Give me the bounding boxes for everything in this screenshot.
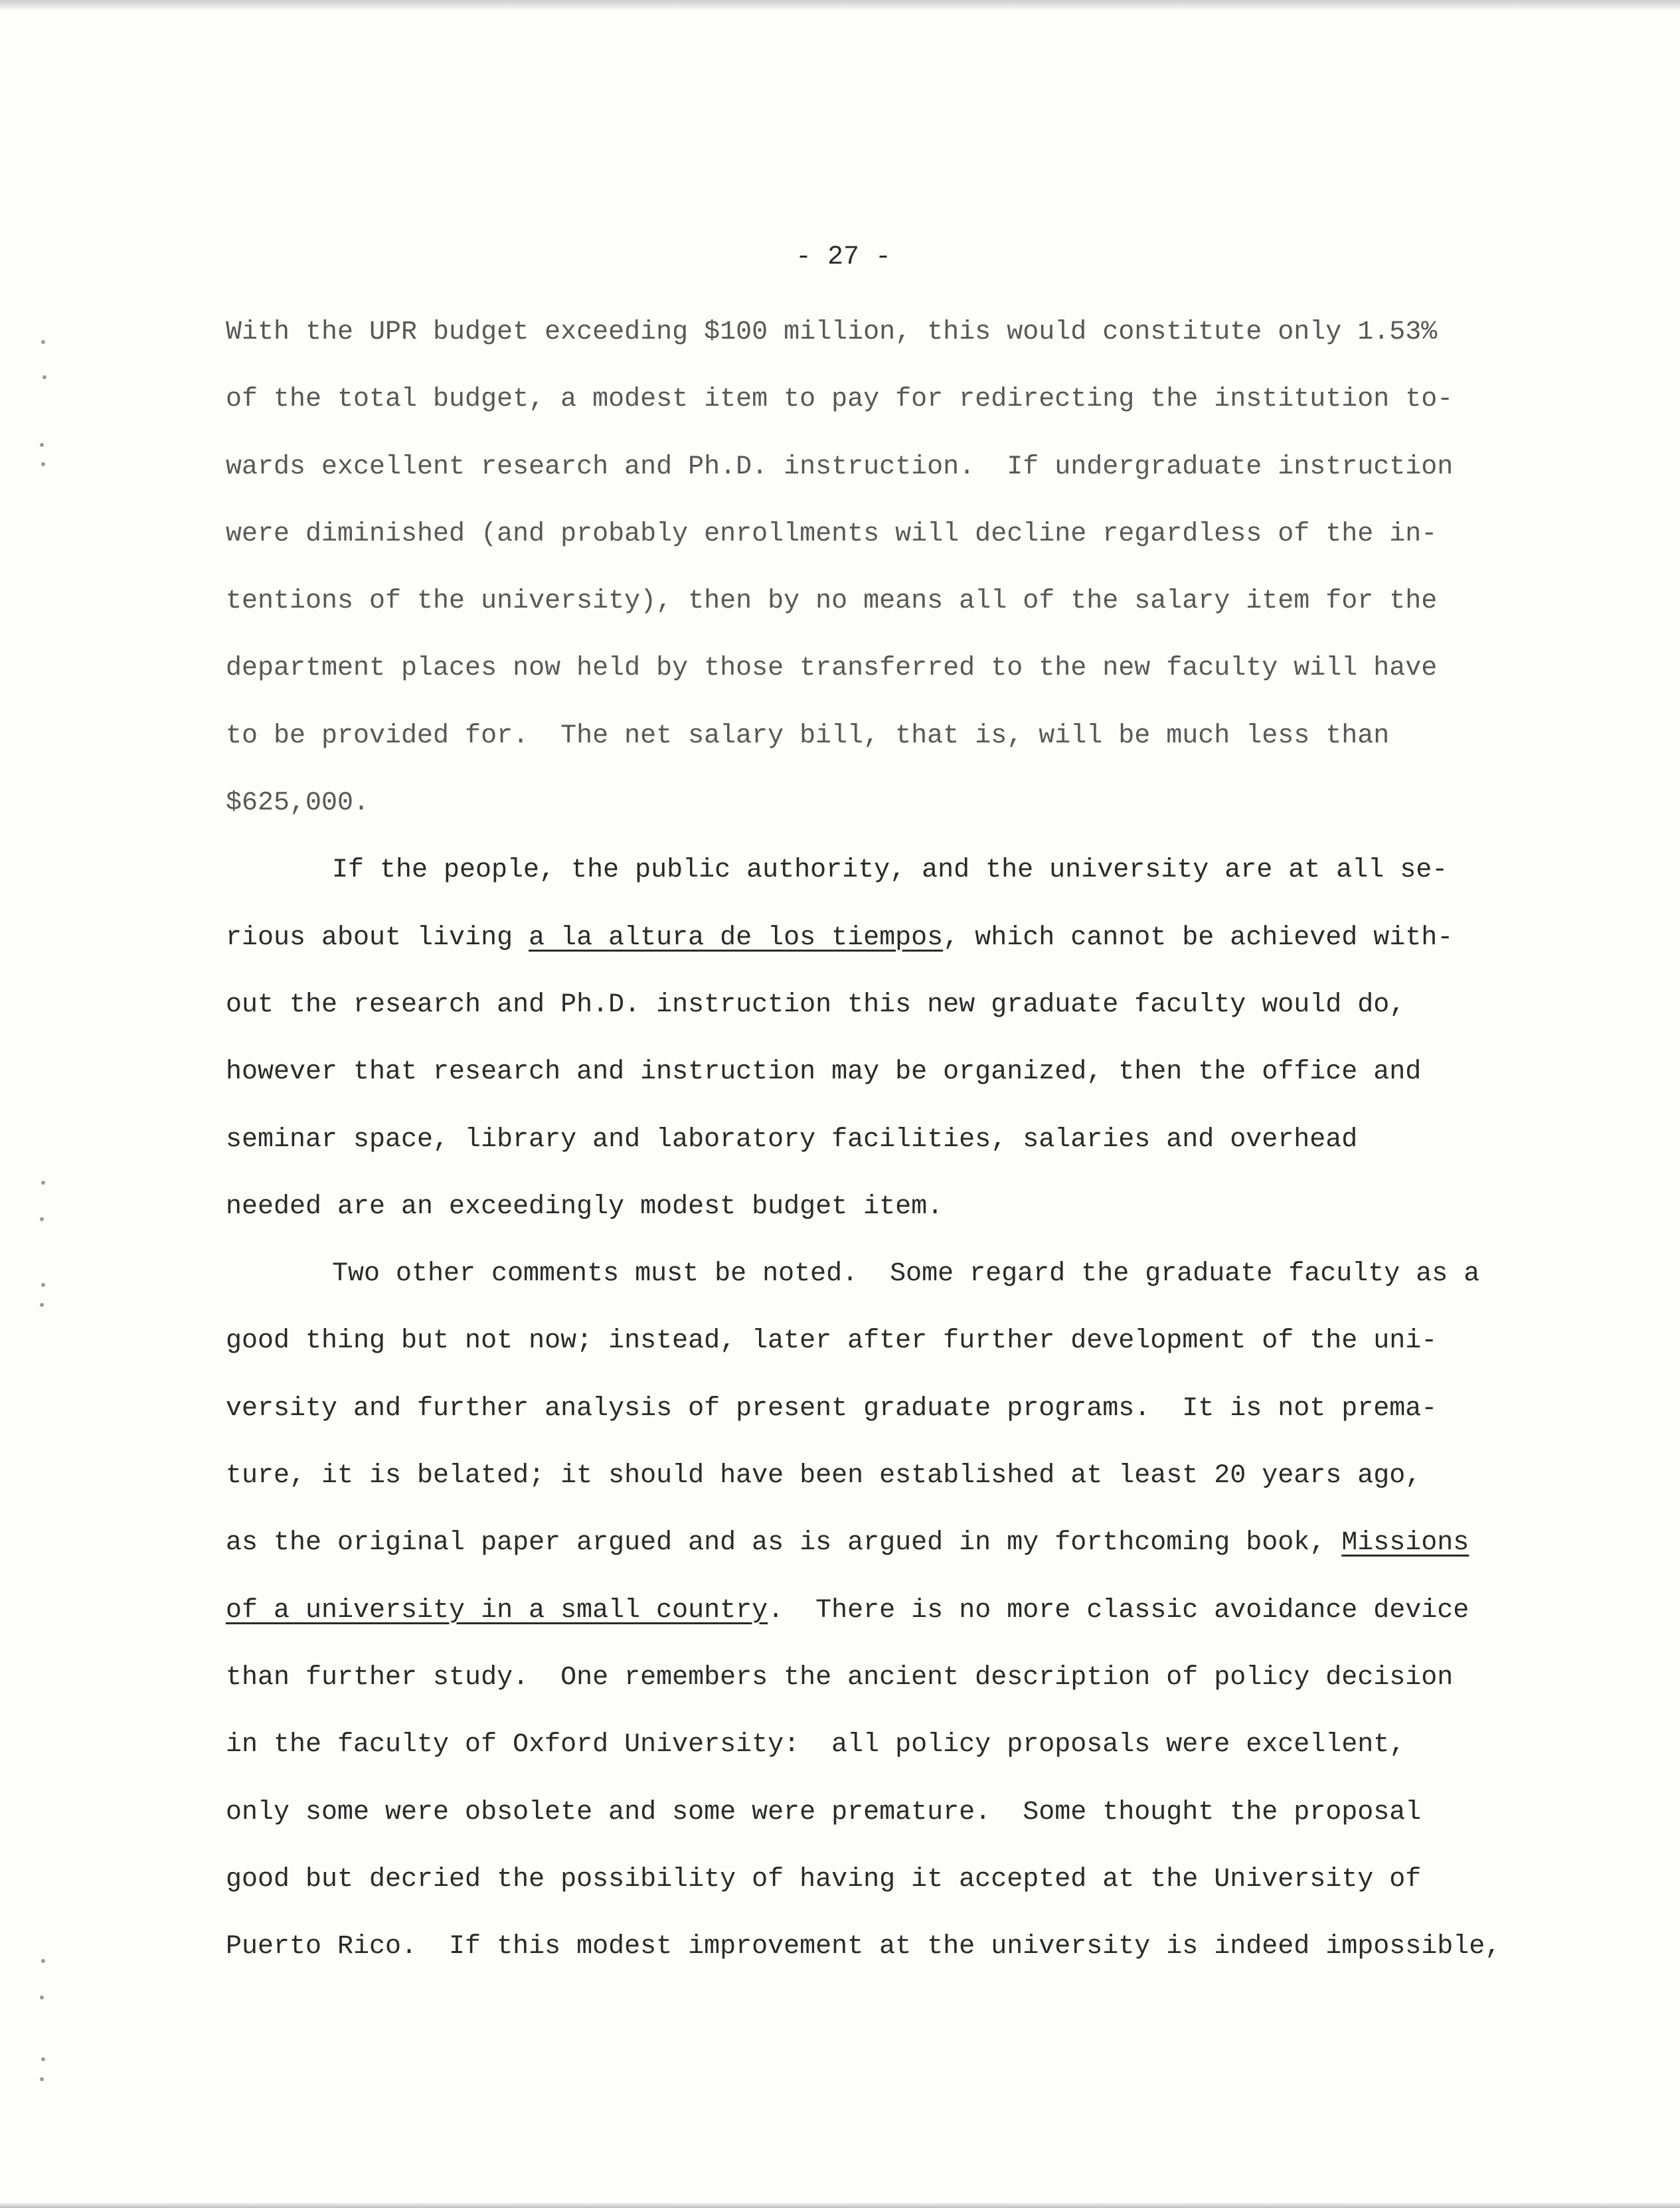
margin-speck [40,443,44,447]
margin-speck [41,340,45,344]
scan-top-edge [0,0,1680,9]
underlined-phrase: a la altura de los tiempos [529,922,944,953]
margin-speck [40,2077,44,2081]
text-line: seminar space, library and laboratory facilities, salaries and overhead [226,1124,1358,1155]
paragraph-3 [226,1240,1620,1980]
text-line: good but decried the possibility of having it accepted at the University of [226,1864,1422,1895]
text-line: ture, it is belated; it should have been established at least 20 years ago, [226,1461,1422,1491]
margin-speck [40,1217,44,1221]
text-line: If the people, the public authority, and the university are at all se- [332,855,1448,886]
page-number: - 27 - [795,242,892,272]
text-line: to be provided for. The net salary bill, that is, will be much less than [226,721,1390,751]
text-line: out the research and Ph.D. instruction this new graduate faculty would do, [226,989,1406,1020]
text-line: than further study. One remembers the ancient description of policy decision [226,1662,1454,1693]
margin-speck [41,1959,45,1963]
margin-speck [41,2057,45,2061]
text-line [226,904,1620,972]
text-line: versity and further analysis of present graduate programs. It is not prema- [226,1393,1438,1424]
text-line: department places now held by those transferred to the new faculty will have [226,653,1438,684]
text-line: With the UPR budget exceeding $100 million, this would constitute only 1.53% [226,317,1438,347]
body-text [226,299,1620,1980]
margin-speck [40,1996,44,1999]
text-segment: as the original paper argued and as is argued in my forthcoming book, [226,1528,1342,1559]
margin-speck [41,462,45,466]
paragraph-1 [226,299,1620,837]
text-segment: rious about living [226,922,529,953]
text-line [226,1509,1620,1576]
paragraph-2 [226,837,1620,1240]
book-title-part-1: Missions [1341,1528,1470,1559]
text-line: good thing but not now; instead, later after further development of the uni- [226,1326,1438,1357]
text-line [226,1577,1620,1644]
text-line: however that research and instruction may be organized, then the office and [226,1057,1422,1088]
text-line: tentions of the university), then by no means all of the salary item for the [226,586,1438,617]
margin-speck [41,1283,45,1287]
text-line: in the faculty of Oxford University: all policy proposals were excellent, [226,1730,1406,1760]
text-line: Puerto Rico. If this modest improvement at the university is indeed impossible, [226,1932,1501,1962]
margin-speck [42,375,46,379]
text-segment: . There is no more classic avoidance device [768,1595,1470,1626]
margin-speck [41,1181,45,1185]
text-segment: , which cannot be achieved with- [943,922,1454,953]
text-line: were diminished (and probably enrollments will decline regardless of the in- [226,519,1438,549]
text-line: of the total budget, a modest item to pay for redirecting the institution to- [226,384,1454,415]
text-line: wards excellent research and Ph.D. instruction. If undergraduate instruction [226,452,1454,482]
text-line: needed are an exceedingly modest budget item. [226,1191,944,1222]
text-line: Two other comments must be noted. Some regard the graduate faculty as a [332,1259,1480,1290]
text-line: only some were obsolete and some were premature. Some thought the proposal [226,1797,1422,1827]
text-line: $625,000. [226,788,370,819]
margin-speck [40,1303,44,1307]
scan-bottom-edge [0,2203,1680,2208]
book-title-part-2: of a university in a small country [226,1595,768,1626]
